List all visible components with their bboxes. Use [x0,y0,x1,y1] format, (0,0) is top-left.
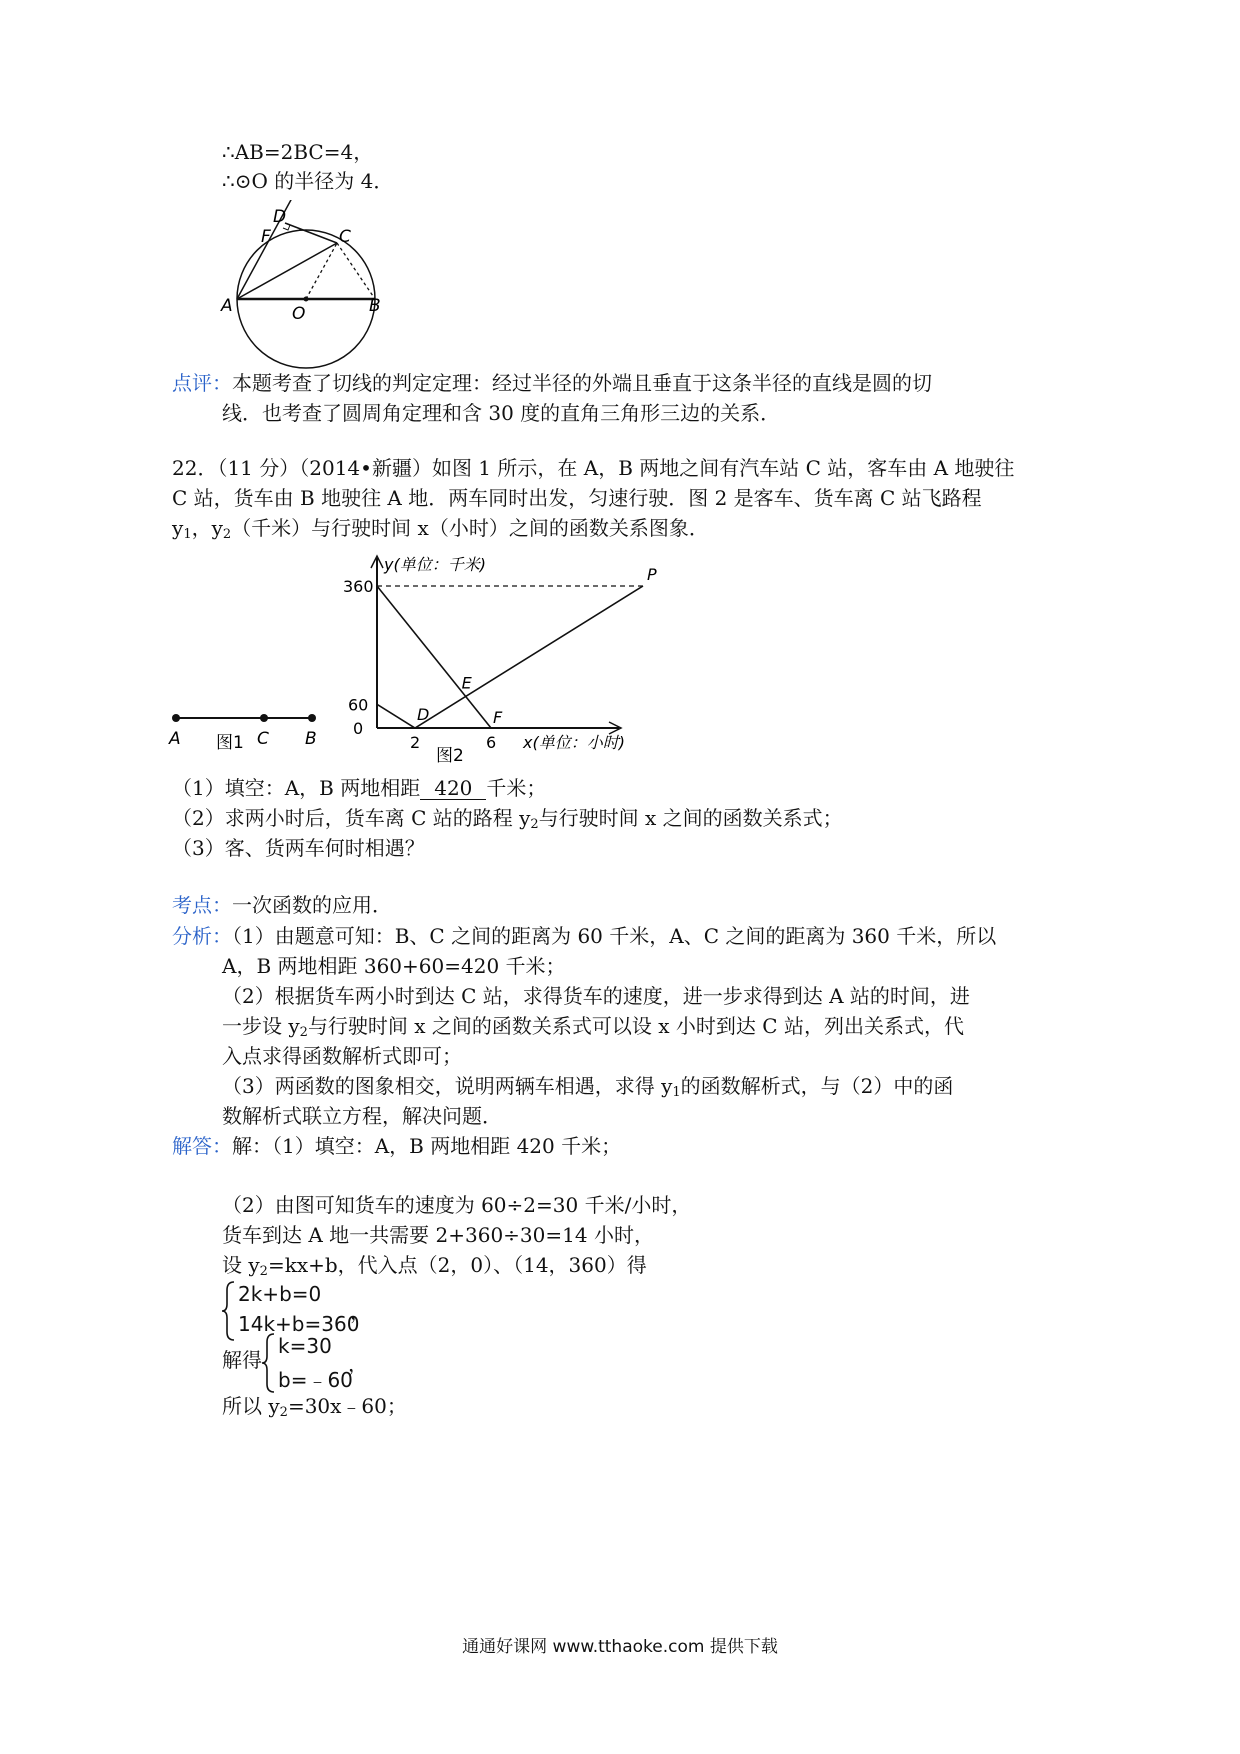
x-tick-label-6: 6 [486,733,497,752]
solve-label: 解得 [222,1348,262,1372]
point-a [172,714,180,722]
q2-suffix: 与行驶时间 x 之间的函数关系式； [538,806,843,830]
fig1-label-a: A [169,729,181,749]
sys2-eq-a: k=30 [278,1334,332,1358]
q22-line-2: C 站，货车由 B 地驶往 A 地．两车同时出发，匀速行驶．图 2 是客车、货车离 C 站飞路程 [172,486,982,510]
q1-answer: 420 [420,777,486,800]
fenxi-label: 分析： [172,924,232,948]
q2-prefix: （2）求两小时后，货车离 C 站的路程 y [172,806,531,830]
sys2-eq-b: b=﹣60 [278,1368,353,1392]
q2-sub: 2 [530,817,539,832]
brace-1 [222,1280,236,1342]
jieda-l4-post: =kx+b，代入点（2，0）、（14，360）得 [267,1253,647,1277]
q22-sub2: 2 [222,527,232,542]
label-c: C [339,227,351,247]
fenxi-l6-post: 的函数解析式，与（2）中的函 [680,1074,954,1098]
q22-mid: ，y [191,516,223,540]
fenxi-l6-sub: 1 [672,1085,681,1100]
q22-line-1: 22．（11 分）（2014•新疆）如图 1 所示，在 A，B 两地之间有汽车站 C 站，客车由 A 地驶往 [172,456,1015,480]
kaodian-text: 一次函数的应用． [232,893,392,917]
q1-prefix: （1）填空：A，B 两地相距 [172,776,421,800]
point-label-d: D [417,705,430,724]
equation-system-2 [262,1332,422,1394]
circle-figure [215,200,395,372]
x-axis-label: x(单位：小时) [523,733,625,752]
jieda-l4-sub: 2 [259,1264,268,1279]
sys2-comma: ， [348,1352,368,1376]
fig2-caption: 图2 [436,746,464,766]
jieda-label: 解答： [172,1134,232,1158]
sys1-eq-b: 14k+b=360 [238,1312,360,1336]
x-tick-label-2: 2 [410,733,421,752]
label-f: F [261,227,271,247]
fenxi-l4-sub: 2 [299,1025,308,1040]
label-a: A [221,296,233,316]
final-sub: 2 [279,1405,288,1420]
proof-line-1: ∴AB=2BC=4， [222,140,374,164]
q22-rest: （千米）与行驶时间 x（小时）之间的函数关系图象． [231,516,709,540]
y-axis-label: y(单位：千米) [384,555,486,574]
fenxi-l4-pre: 一步设 y [222,1014,300,1038]
label-o: O [292,304,306,324]
proof-line-2: ∴⊙O 的半径为 4． [222,169,394,193]
kaodian-line [172,890,392,920]
fig1-caption: 图1 [216,733,244,753]
series-line-1 [377,586,491,728]
fenxi-line-2: A，B 两地相距 360+60=420 千米； [222,954,566,978]
fenxi-l6-pre: （3）两函数的图象相交，说明两辆车相遇，求得 y [222,1074,673,1098]
final-pre: 所以 y [222,1394,280,1418]
fenxi-text-1: （1）由题意可知：B、C 之间的距离为 60 千米，A、C 之间的距离为 360 千米，所以 [232,924,997,948]
fenxi-line-5: 入点求得函数解析式即可； [222,1044,462,1068]
q22-y1: y [172,516,184,540]
review-line-2: 线．也考查了圆周角定理和含 30 度的直角三角形三边的关系． [222,401,781,425]
sys1-comma: ， [350,1300,370,1324]
kaodian-label: 考点： [172,893,232,917]
fig1-label-c: C [257,729,269,749]
brace-2 [262,1332,276,1394]
final-post: =30x﹣60； [287,1394,407,1418]
jieda-text-1: 解：（1）填空：A，B 两地相距 420 千米； [232,1134,622,1158]
y-tick-label-360: 360 [343,577,374,596]
line-dc [285,223,337,243]
point-label-f: F [493,708,503,727]
jieda-line-1 [172,1131,621,1161]
q22-sub1: 1 [183,527,192,542]
jieda-line-3: 货车到达 A 地一共需要 2+360÷30=14 小时， [222,1223,654,1247]
jieda-final-line [222,1391,407,1428]
y-tick-label-60: 60 [348,695,369,715]
fenxi-l4-post: 与行驶时间 x 之间的函数关系式可以设 x 小时到达 C 站，列出关系式，代 [307,1014,964,1038]
review-line-1 [172,368,932,398]
review-label: 点评： [172,371,232,395]
figure-1 [160,700,340,760]
jieda-l4-pre: 设 y [222,1253,260,1277]
point-c [260,714,268,722]
label-b: B [369,296,381,316]
jieda-line-2: （2）由图可知货车的速度为 60÷2=30 千米/小时， [222,1193,692,1217]
review-text-1: 本题考查了切线的判定定理：经过半径的外端且垂直于这条半径的直线是圆的切 [232,371,932,395]
label-d: D [273,207,287,227]
y-tick-label-0: 0 [353,719,364,738]
fig1-label-b: B [305,729,317,749]
point-label-p: P [647,565,657,584]
subq-1 [172,773,546,803]
center-dot [304,297,309,302]
sys1-eq-a: 2k+b=0 [238,1282,322,1306]
point-b [308,714,316,722]
subq-3: （3）客、货两车何时相遇？ [172,836,425,860]
fenxi-line-7: 数解析式联立方程，解决问题． [222,1104,502,1128]
q1-suffix: 千米； [486,776,547,800]
fenxi-line-1 [172,921,996,951]
figure-2-chart [340,550,660,770]
point-label-e: E [461,673,472,693]
fenxi-line-3: （2）根据货车两小时到达 C 站，求得货车的速度，进一步求得到达 A 站的时间，进 [222,984,970,1008]
page-footer: 通通好课网 www.tthaoke.com 提供下载 [462,1637,778,1657]
q22-line-3 [172,513,709,550]
